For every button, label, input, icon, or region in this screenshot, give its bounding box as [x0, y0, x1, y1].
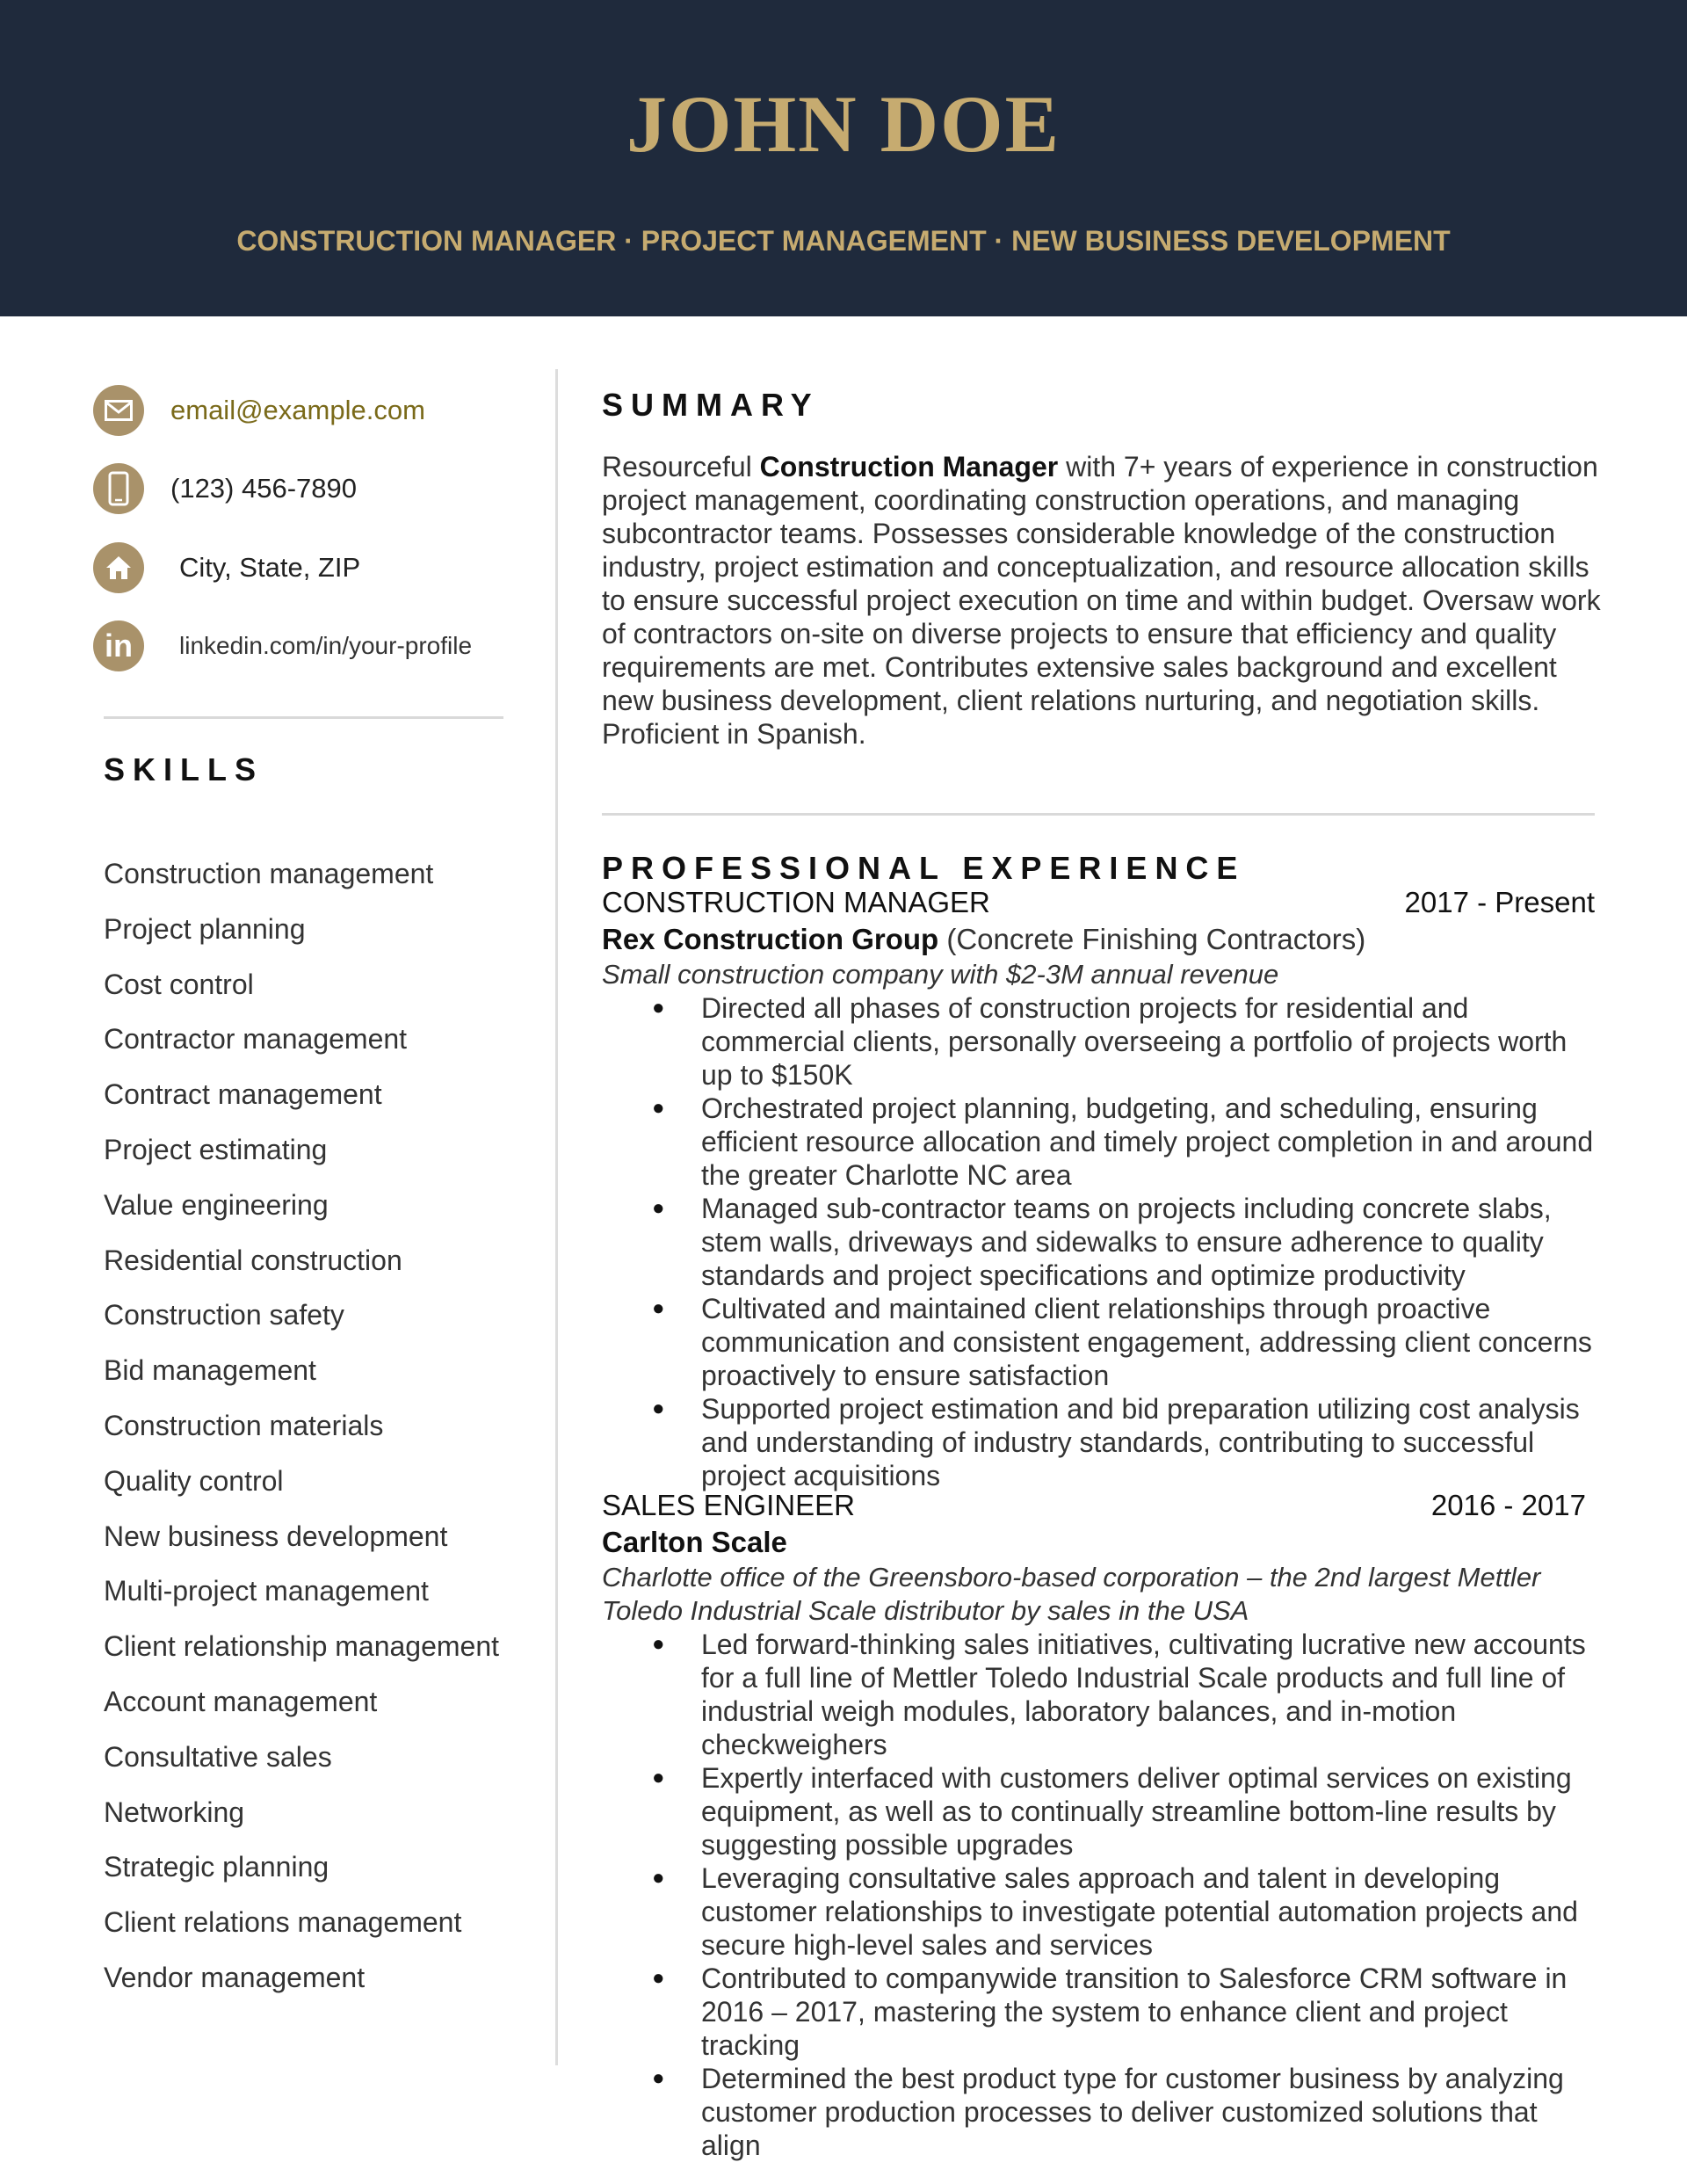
- job-bullets: [602, 991, 1595, 1492]
- linkedin-link[interactable]: linkedin.com/in/your-profile: [179, 632, 473, 659]
- experience-heading: PROFESSIONAL EXPERIENCE: [602, 850, 1246, 886]
- location-text: City, State, ZIP: [179, 552, 361, 583]
- company-line: [602, 921, 1595, 958]
- job-dates: 2017 - Present: [1404, 886, 1595, 918]
- skill-item: Quality control: [104, 1464, 284, 1497]
- candidate-name: JOHN DOE: [626, 79, 1061, 169]
- skill-item: Construction management: [104, 858, 434, 889]
- bullet-item: ● Supported project estimation and bid preparation utilizing cost analysis and understanding of industry standards, contributing to successful project acquisitions: [602, 1392, 1595, 1492]
- bullet-item: ● Determined the best product type for customer business by analyzing customer production processes to deliver customized solutions that align: [602, 2062, 1595, 2162]
- contact-phone-row: [93, 462, 357, 515]
- skill-item: Construction safety: [104, 1299, 344, 1331]
- skill-item: Vendor management: [104, 1961, 366, 1993]
- company-description: Small construction company with $2-3M annual revenue: [602, 959, 1279, 990]
- summary-heading: SUMMARY: [602, 387, 820, 423]
- summary-role-bold: Construction Manager: [759, 451, 1059, 483]
- skill-item: Construction materials: [104, 1409, 384, 1441]
- job-title: CONSTRUCTION MANAGER: [602, 886, 990, 918]
- bullet-item: ● Expertly interfaced with customers deliver optimal services on existing equipment, as well as to continually streamline bottom-line results by suggesting possible upgrades: [602, 1761, 1595, 1861]
- skill-item: Multi-project management: [104, 1575, 429, 1607]
- header-banner: [0, 0, 1687, 316]
- skill-item: Contract management: [104, 1078, 382, 1111]
- company-description: Charlotte office of the Greensboro-based corporation – the 2nd largest Mettler Toledo Industrial Scale distributor by sales in the USA: [602, 1562, 1541, 1626]
- job-entry-2: [602, 1487, 1595, 2162]
- phone-number: (123) 456-7890: [170, 473, 357, 504]
- job-header: [602, 1487, 1595, 1524]
- skill-item: Residential construction: [104, 1244, 402, 1276]
- skill-item: Project estimating: [104, 1133, 328, 1165]
- bullet-item: ● Contributed to companywide transition to Salesforce CRM software in 2016 – 2017, mastering the system to enhance client and project tracking: [602, 1962, 1595, 2062]
- skills-list: [104, 851, 499, 2010]
- skill-item: Cost control: [104, 968, 254, 1000]
- summary-divider: [602, 813, 1595, 816]
- job-dates: 2016 - 2017: [1430, 1489, 1586, 1521]
- company-name: Rex Construction Group: [602, 923, 939, 955]
- summary-text-before: Resourceful: [602, 451, 760, 483]
- skill-item: New business development: [104, 1520, 448, 1552]
- bullet-item: ● Managed sub-contractor teams on projects including concrete slabs, stem walls, driveways and sidewalks to ensure adherence to quality standards and project specifications and optimize productivity: [602, 1192, 1595, 1292]
- contact-linkedin-row[interactable]: [93, 620, 472, 672]
- skill-item: Contractor management: [104, 1023, 408, 1056]
- skill-item: Client relations management: [104, 1906, 462, 1939]
- skill-item: Client relationship management: [104, 1630, 500, 1663]
- skill-item: Strategic planning: [104, 1851, 329, 1883]
- bullet-item: ● Leveraging consultative sales approach and talent in developing customer relationships to investigate potential automation projects and secure high-level sales and services: [602, 1861, 1595, 1962]
- summary-text-after: with 7+ years of experience in construction project management, coordinating construction operations, and managing subcontractor teams. Possesses considerable knowledge of the construction industry, project estimation and conceptualization, and resource allocation skills to ensure successful project execution on time and within budget. Oversaw work of contractors on-site on diverse projects to ensure that efficiency and quality requirements are met. Contributes extensive sales background and excellent new business development, client relations nurturing, and negotiation skills. Proficient in Spanish.: [602, 451, 1601, 750]
- column-divider: [555, 369, 558, 2065]
- skill-item: Consultative sales: [104, 1740, 332, 1773]
- company-line: [602, 1524, 1595, 1561]
- linkedin-icon: in: [93, 620, 144, 671]
- contact-location-row: [93, 541, 360, 594]
- summary-paragraph: [602, 450, 1604, 751]
- job-header: [602, 884, 1595, 921]
- bullet-item: ● Directed all phases of construction projects for residential and commercial clients, personally overseeing a portfolio of projects worth up to $150K: [602, 991, 1595, 1092]
- contact-email-row[interactable]: [93, 384, 425, 437]
- skills-heading: SKILLS: [104, 751, 264, 787]
- bullet-item: ● Led forward-thinking sales initiatives, cultivating lucrative new accounts for a full line of Mettler Toledo Industrial Scale products and full line of industrial weigh modules, laboratory balances, and in-motion checkweighers: [602, 1628, 1595, 1761]
- company-name: Carlton Scale: [602, 1526, 787, 1558]
- headline-tagline: CONSTRUCTION MANAGER · PROJECT MANAGEMENT · NEW BUSINESS DEVELOPMENT: [236, 225, 1451, 257]
- home-icon: [93, 542, 144, 593]
- envelope-icon: [93, 385, 144, 436]
- skill-item: Bid management: [104, 1354, 316, 1387]
- skill-item: Networking: [104, 1796, 245, 1828]
- skill-item: Project planning: [104, 912, 306, 945]
- email-link[interactable]: email@example.com: [170, 395, 425, 425]
- skill-item: Value engineering: [104, 1188, 329, 1221]
- job-entry-1: [602, 884, 1595, 1492]
- company-note: (Concrete Finishing Contractors): [938, 923, 1366, 955]
- job-title: SALES ENGINEER: [602, 1489, 855, 1521]
- bullet-item: ● Orchestrated project planning, budgeting, and scheduling, ensuring efficient resource allocation and timely project completion in and around the greater Charlotte NC area: [602, 1092, 1595, 1192]
- skill-item: Account management: [104, 1685, 378, 1717]
- job-bullets: [602, 1628, 1595, 2162]
- contact-divider: [104, 716, 503, 719]
- bullet-item: ● Cultivated and maintained client relationships through proactive communication and consistent engagement, addressing client concerns proactively to ensure satisfaction: [602, 1292, 1595, 1392]
- phone-icon: [93, 463, 144, 514]
